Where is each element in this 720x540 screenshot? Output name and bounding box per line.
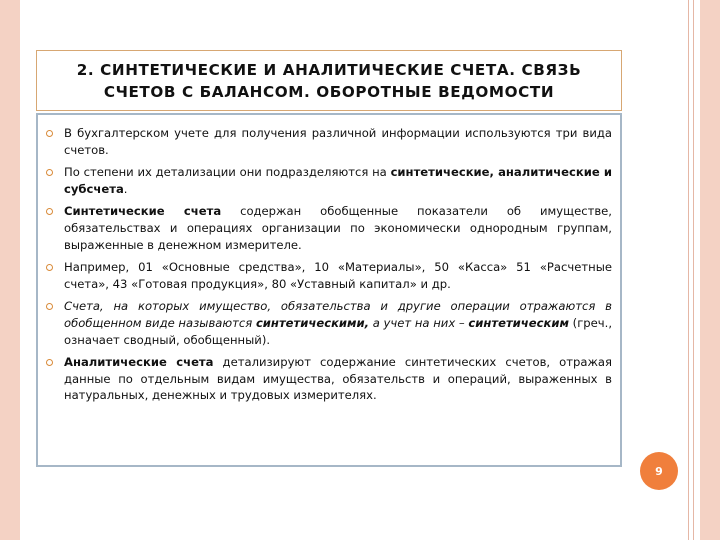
item-text: детализируют содержание синтетических счетов, отражая данные по отдельным видам имущества, обязательств и операций, выраженных в натуральных, денежных и трудовых измерителях.: [64, 355, 612, 403]
item-text: По степени их детализации они подразделяются на: [64, 165, 391, 180]
item-text: В бухгалтерском учете для получения различной информации используются три вида счетов.: [64, 126, 612, 157]
item-text: Например, 01 «Основные средства», 10 «Материалы», 50 «Касса» 51 «Расчетные счета», 43 «Готовая продукция», 80 «Уставный капитал» и др.: [64, 260, 612, 291]
item-bold-italic-text: синтетическими,: [255, 315, 370, 330]
list-item: [46, 298, 612, 348]
item-text: (греч., означает сводный, обобщенный).: [64, 315, 613, 347]
list-item: [46, 203, 612, 253]
list-item: [46, 354, 612, 404]
page-number-badge: [640, 452, 678, 490]
item-bold-text: Аналитические счета: [64, 355, 214, 370]
list-item: [46, 164, 612, 197]
item-bold-italic-text: синтетическим: [468, 315, 569, 330]
right-frame-border: [700, 0, 720, 540]
item-italic-text: Счета, на которых имущество, обязательства и другие операции отражаются в обобщенном виде называются: [64, 299, 612, 330]
bullet-icon: [46, 264, 53, 271]
bullet-icon: [46, 208, 53, 215]
list-item: [46, 125, 612, 158]
item-text: содержан обобщенные показатели об имуществе, обязательствах и операциях организации по экономически однородным группам, выраженные в денежном измерителе.: [64, 204, 612, 252]
list-item: [46, 259, 612, 292]
slide-title: 2. СИНТЕТИЧЕСКИЕ И АНАЛИТИЧЕСКИЕ СЧЕТА. СВЯЗЬ СЧЕТОВ С БАЛАНСОМ. ОБОРОТНЫЕ ВЕДОМОСТИ: [76, 60, 582, 101]
bullet-icon: [46, 130, 53, 137]
left-frame-border: [0, 0, 20, 540]
bullet-icon: [46, 303, 53, 310]
item-bold-text: Синтетические счета: [64, 204, 222, 219]
slide-title-box: [36, 50, 622, 111]
page-number: 9: [655, 464, 663, 478]
item-bold-text: синтетические, аналитические и субсчета: [64, 165, 613, 196]
right-frame-line: [688, 0, 689, 540]
item-italic-text: а учет на них –: [369, 315, 469, 330]
item-text: .: [123, 181, 128, 196]
bullet-icon: [46, 169, 53, 176]
slide-content-box: [36, 113, 622, 467]
bullet-list: [46, 125, 612, 404]
right-frame-line: [693, 0, 694, 540]
bullet-icon: [46, 359, 53, 366]
